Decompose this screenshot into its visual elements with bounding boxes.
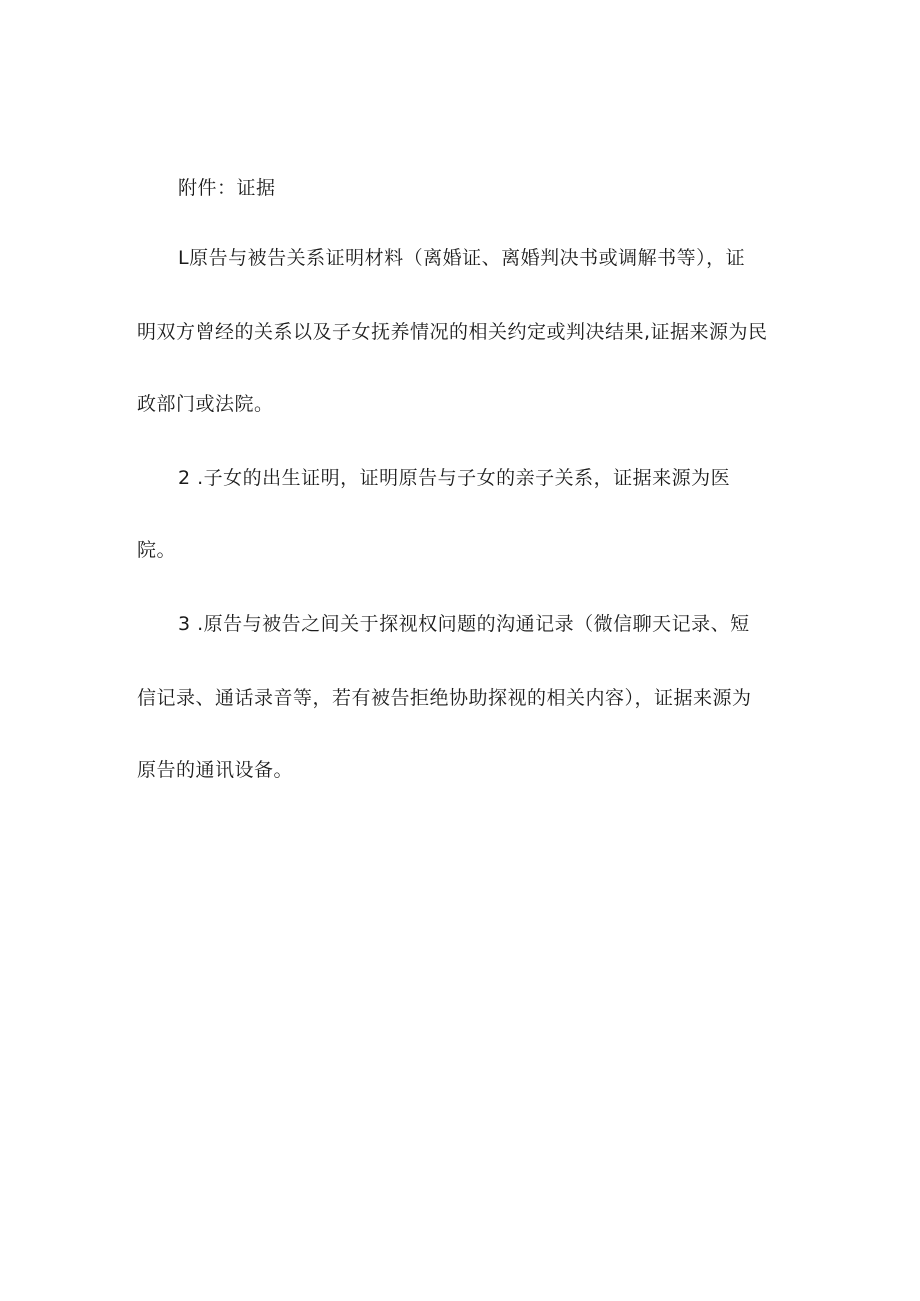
item-3-line-3: 原告的通讯设备。	[137, 759, 294, 781]
item-2-line-1: 2 .子女的出生证明，证明原告与子女的亲子关系，证据来源为医	[178, 467, 731, 489]
item-3-line-1: 3 .原告与被告之间关于探视权问题的沟通记录（微信聊天记录、短	[178, 613, 750, 635]
item-1-line-2: 明双方曾经的关系以及子女抚养情况的相关约定或判决结果,证据来源为民	[137, 321, 768, 343]
attachment-heading: 附件：证据	[178, 177, 276, 199]
item-1-line-3: 政部门或法院。	[137, 393, 274, 415]
item-3-line-2: 信记录、通话录音等，若有被告拒绝协助探视的相关内容），证据来源为	[137, 687, 752, 709]
item-2-line-2: 院。	[137, 539, 177, 561]
item-1-line-1: L原告与被告关系证明材料（离婚证、离婚判决书或调解书等），证	[178, 247, 746, 269]
